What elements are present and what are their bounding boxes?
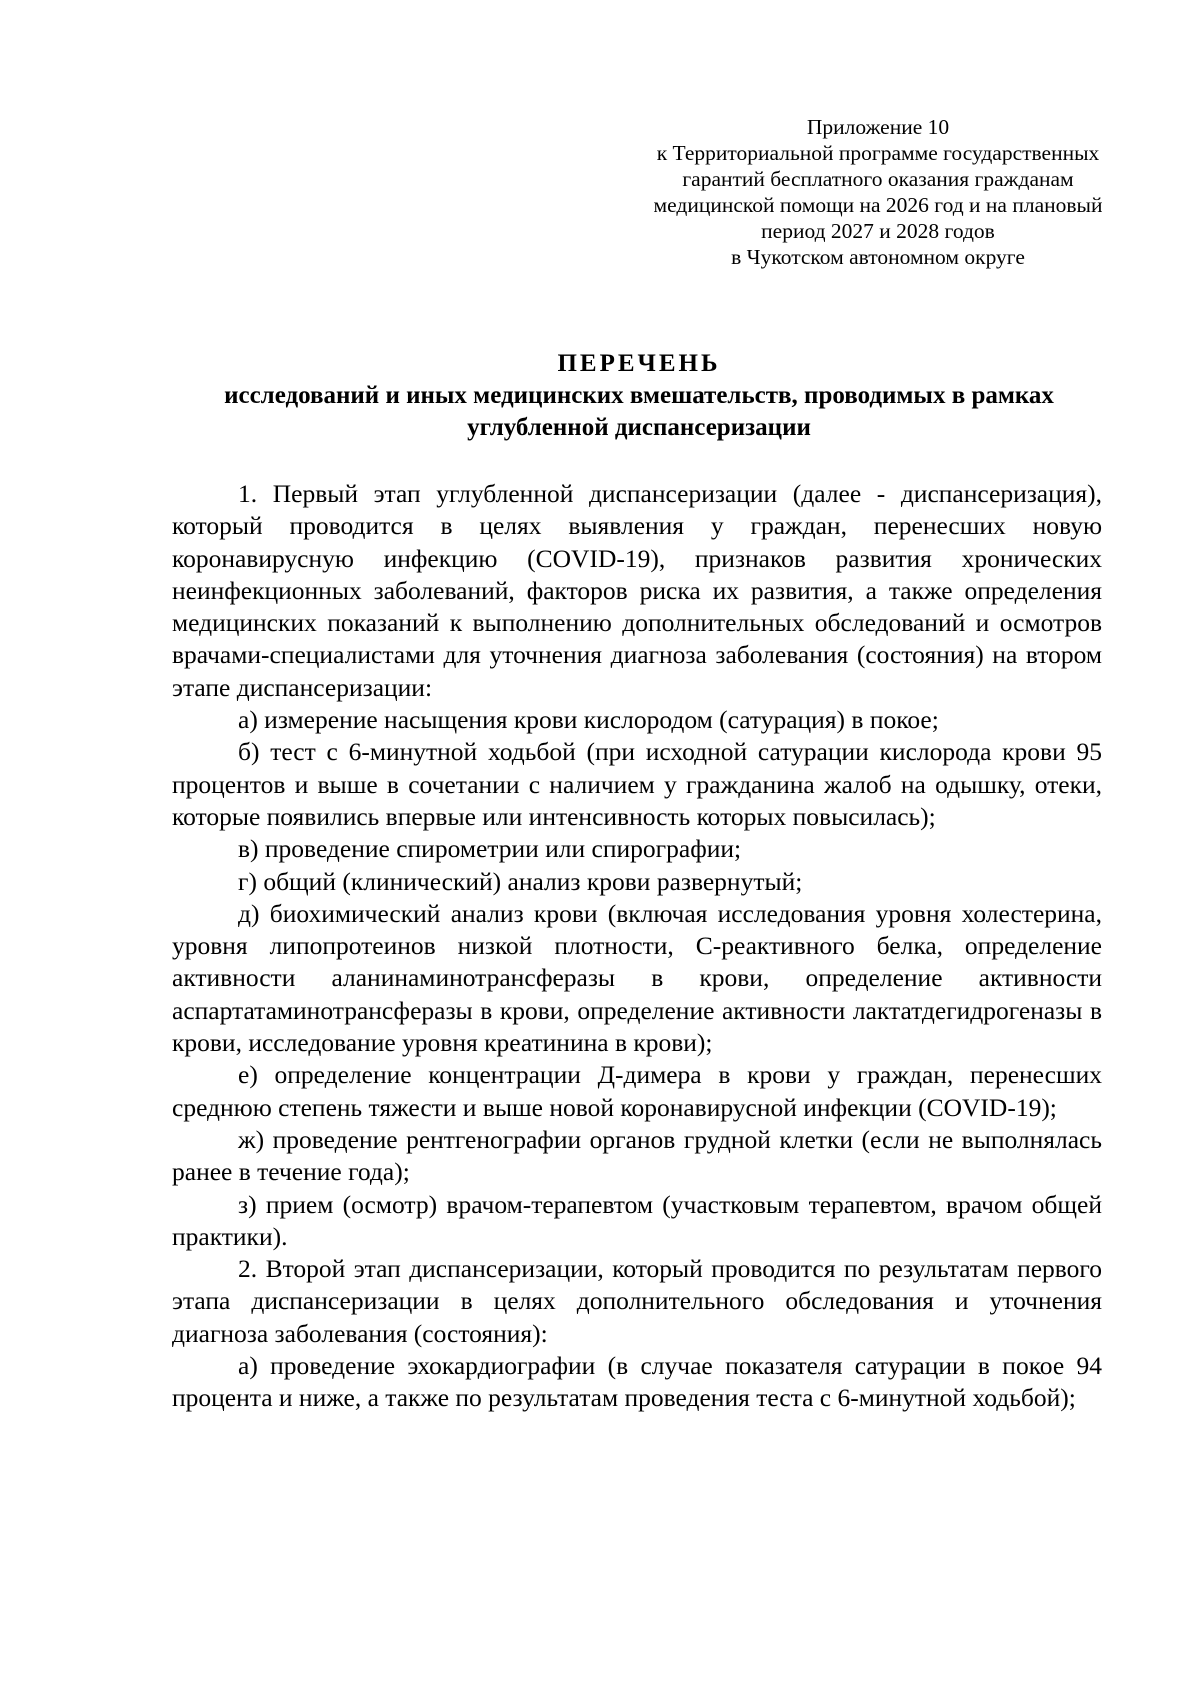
title-main: ПЕРЕЧЕНЬ: [557, 350, 721, 377]
appendix-line: медицинской помощи на 2026 год и на плановый: [653, 193, 1103, 217]
appendix-line: период 2027 и 2028 годов: [761, 219, 995, 243]
paragraph-subitem-z: з) прием (осмотр) врачом-терапевтом (участковым терапевтом, врачом общей практики).: [172, 1189, 1102, 1251]
document-title: [160, 348, 1118, 444]
paragraph-subitem-v: в) проведение спирометрии или спирографии;: [238, 834, 742, 864]
document-body: [172, 478, 1102, 1415]
paragraph-subitem-g: г) общий (клинический) анализ крови развернутый;: [238, 866, 803, 896]
appendix-line: гарантий бесплатного оказания гражданам: [682, 167, 1074, 191]
paragraph-subitem-b: б) тест с 6-минутной ходьбой (при исходной сатурации кислорода крови 95 процентов и выше в сочетании с наличием у гражданина жалоб на одышку, отеки, которые появились впервые или интенсивность которых повысилась);: [172, 737, 1102, 831]
paragraph-subitem-e: е) определение концентрации Д-димера в крови у граждан, перенесших среднюю степень тяжести и выше новой коронавирусной инфекции (COVID-19);: [172, 1060, 1102, 1122]
title-subtitle-line: углубленной диспансеризации: [467, 414, 811, 441]
appendix-line: Приложение 10: [806, 115, 950, 139]
paragraph-subitem-a-2: а) проведение эхокардиографии (в случае показателя сатурации в покое 94 процента и ниже, а также по результатам проведения теста с 6-минутной ходьбой);: [172, 1351, 1102, 1413]
paragraph-item-2: 2. Второй этап диспансеризации, который проводится по результатам первого этапа диспансеризации в целях дополнительного обследования и уточнения диагноза заболевания (состояния):: [172, 1254, 1102, 1348]
appendix-line: к Территориальной программе государственных: [656, 141, 1100, 165]
paragraph-subitem-zh: ж) проведение рентгенографии органов грудной клетки (если не выполнялась ранее в течение года);: [172, 1124, 1102, 1187]
paragraph-subitem-d: д) биохимический анализ крови (включая исследования уровня холестерина, уровня липопротеинов низкой плотности, С-реактивного белка, определение активности аланинаминотрансферазы в крови, определение активности аспартатаминотрансферазы в крови, определение активности лактатдегидрогеназы в крови, исследование уровня креатинина в крови);: [172, 898, 1102, 1058]
paragraph-item-1: 1. Первый этап углубленной диспансеризации (далее - диспансеризация), который проводится в целях выявления у граждан, перенесших новую коронавирусную инфекцию (COVID-19), признаков развития хронических неинфекционных заболеваний, факторов риска их развития, а также определения медицинских показаний к выполнению дополнительных обследований и осмотров врачами-специалистами для уточнения диагноза заболевания (состояния) на втором этапе диспансеризации:: [172, 479, 1102, 702]
paragraph-subitem-a: а) измерение насыщения крови кислородом (сатурация) в покое;: [238, 705, 939, 735]
appendix-line: в Чукотском автономном округе: [731, 245, 1025, 269]
appendix-header: [628, 114, 1128, 270]
title-subtitle-line: исследований и иных медицинских вмешательств, проводимых в рамках: [224, 382, 1054, 409]
